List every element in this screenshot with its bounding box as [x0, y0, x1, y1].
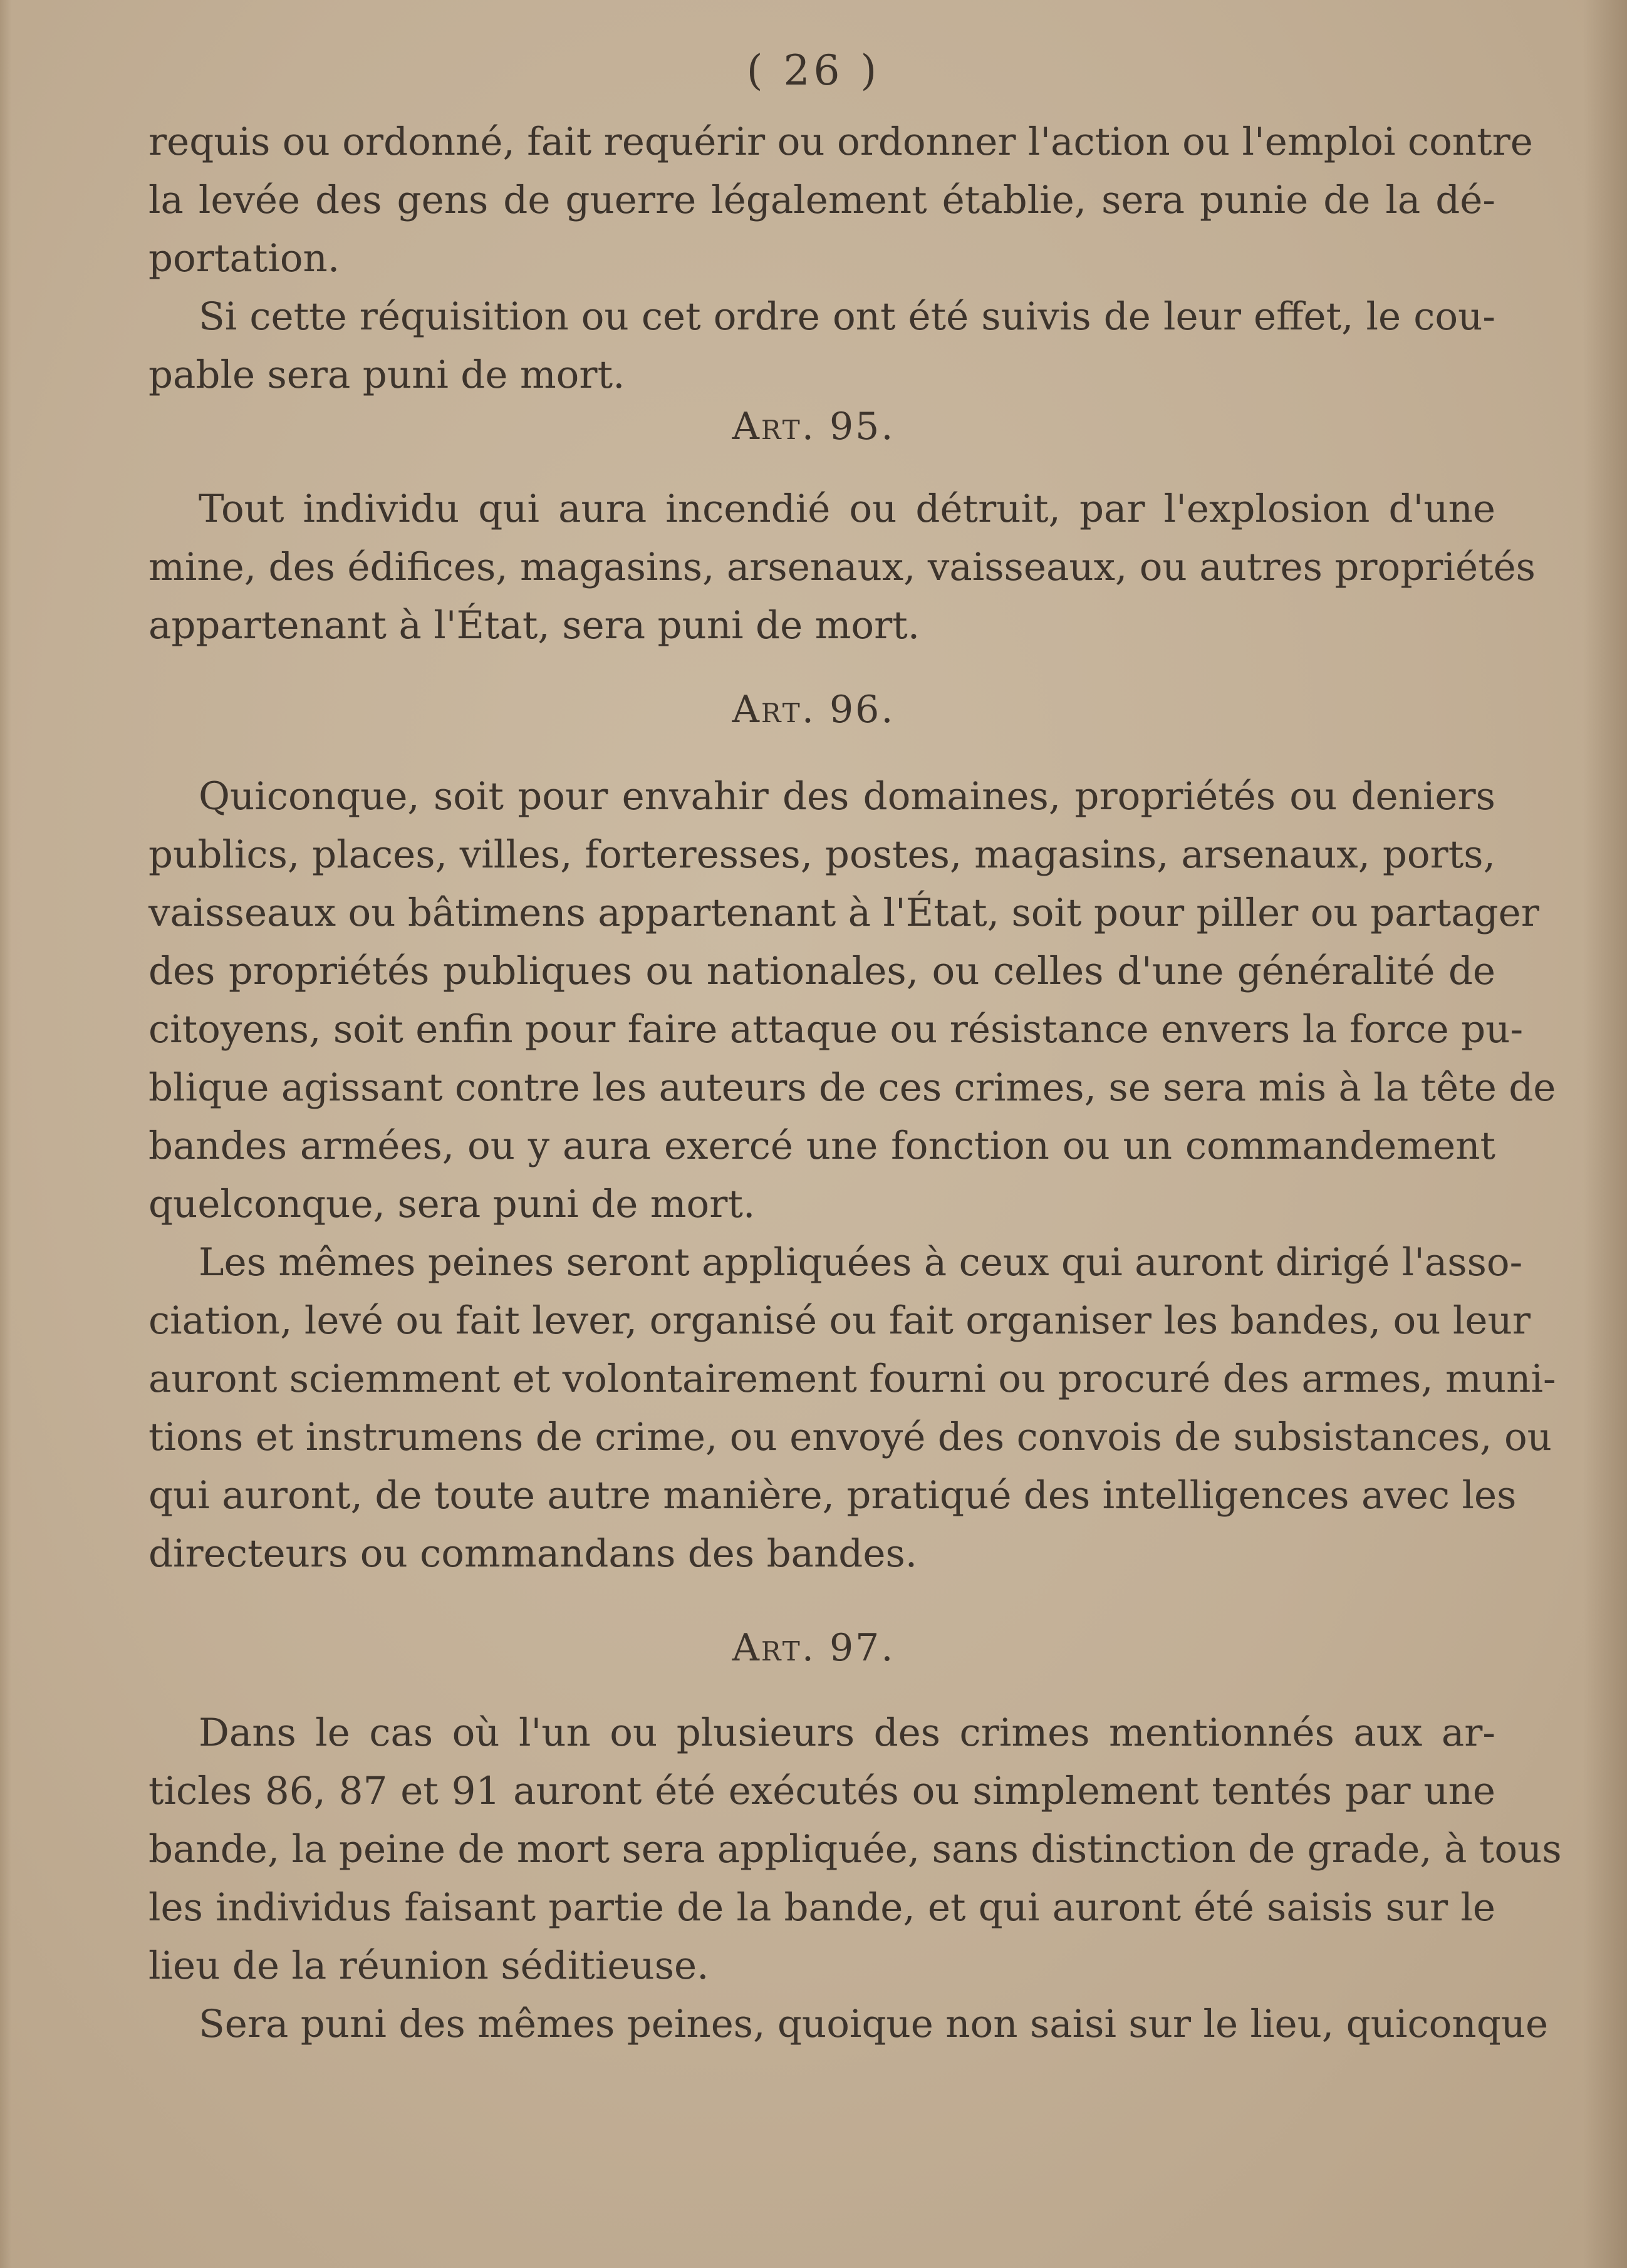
article-heading-text: Art. 95. [732, 405, 895, 448]
text-line: lieu de la réunion séditieuse. [148, 1944, 709, 1988]
text-line: requis ou ordonné, fait requérir ou ordonner l'action ou l'emploi contre [148, 120, 1533, 164]
page-number: ( 26 ) [746, 46, 881, 95]
text-line: la levée des gens de guerre légalement établie, sera punie de la dé- [148, 178, 1495, 222]
text-line: quelconque, sera puni de mort. [148, 1182, 756, 1226]
text-line: blique agissant contre les auteurs de ces crimes, se sera mis à la tête de [148, 1065, 1556, 1110]
paragraph-art-95 [148, 480, 1536, 655]
text-line: ticles 86, 87 et 91 auront été exécutés ou simplement tentés par une [148, 1769, 1495, 1813]
text-line: ciation, levé ou fait lever, organisé ou fait organiser les bandes, ou leur [148, 1298, 1531, 1343]
text-line: Quiconque, soit pour envahir des domaines, propriétés ou deniers [199, 774, 1495, 819]
text-line: bande, la peine de mort sera appliquée, sans distinction de grade, à tous [148, 1827, 1562, 1872]
page-edge-right [1583, 0, 1627, 2268]
paragraph-continuation [148, 113, 1533, 404]
text-line: directeurs ou commandans des bandes. [148, 1531, 918, 1576]
text-line: pable sera puni de mort. [148, 353, 625, 397]
article-heading-95 [0, 398, 1627, 455]
text-line: publics, places, villes, forteresses, postes, magasins, arsenaux, ports, [148, 832, 1495, 877]
text-line: bandes armées, ou y aura exercé une fonction ou un commandement [148, 1124, 1495, 1168]
text-line: vaisseaux ou bâtimens appartenant à l'État, soit pour piller ou partager [148, 891, 1539, 935]
text-line: Sera puni des mêmes peines, quoique non saisi sur le lieu, quiconque [199, 2002, 1549, 2046]
paragraph-art-97 [148, 1704, 1562, 2053]
text-line: citoyens, soit enfin pour faire attaque ou résistance envers la force pu- [148, 1007, 1524, 1052]
article-heading-text: Art. 96. [732, 688, 895, 732]
text-line: appartenant à l'État, sera puni de mort. [148, 603, 920, 648]
page-edge-left [0, 0, 11, 2268]
text-line: qui auront, de toute autre manière, pratiqué des intelligences avec les [148, 1473, 1517, 1518]
text-line: Dans le cas où l'un ou plusieurs des crimes mentionnés aux ar- [199, 1711, 1495, 1755]
article-heading-text: Art. 97. [732, 1626, 895, 1670]
text-line: tions et instrumens de crime, ou envoyé des convois de subsistances, ou [148, 1415, 1552, 1459]
paragraph-art-96 [148, 767, 1556, 1583]
text-line: auront sciemment et volontairement fourni ou procuré des armes, muni- [148, 1357, 1556, 1401]
text-line: Les mêmes peines seront appliquées à ceux qui auront dirigé l'asso- [199, 1240, 1523, 1285]
article-heading-97 [0, 1620, 1627, 1676]
text-line: mine, des édifices, magasins, arsenaux, vaisseaux, ou autres propriétés [148, 545, 1536, 589]
text-line: portation. [148, 236, 340, 281]
article-heading-96 [0, 681, 1627, 738]
text-line: les individus faisant partie de la bande, et qui auront été saisis sur le [148, 1885, 1495, 1930]
text-line: des propriétés publiques ou nationales, ou celles d'une généralité de [148, 949, 1495, 993]
text-line: Tout individu qui aura incendié ou détruit, par l'explosion d'une [199, 487, 1495, 531]
text-line: Si cette réquisition ou cet ordre ont été suivis de leur effet, le cou- [199, 294, 1495, 339]
